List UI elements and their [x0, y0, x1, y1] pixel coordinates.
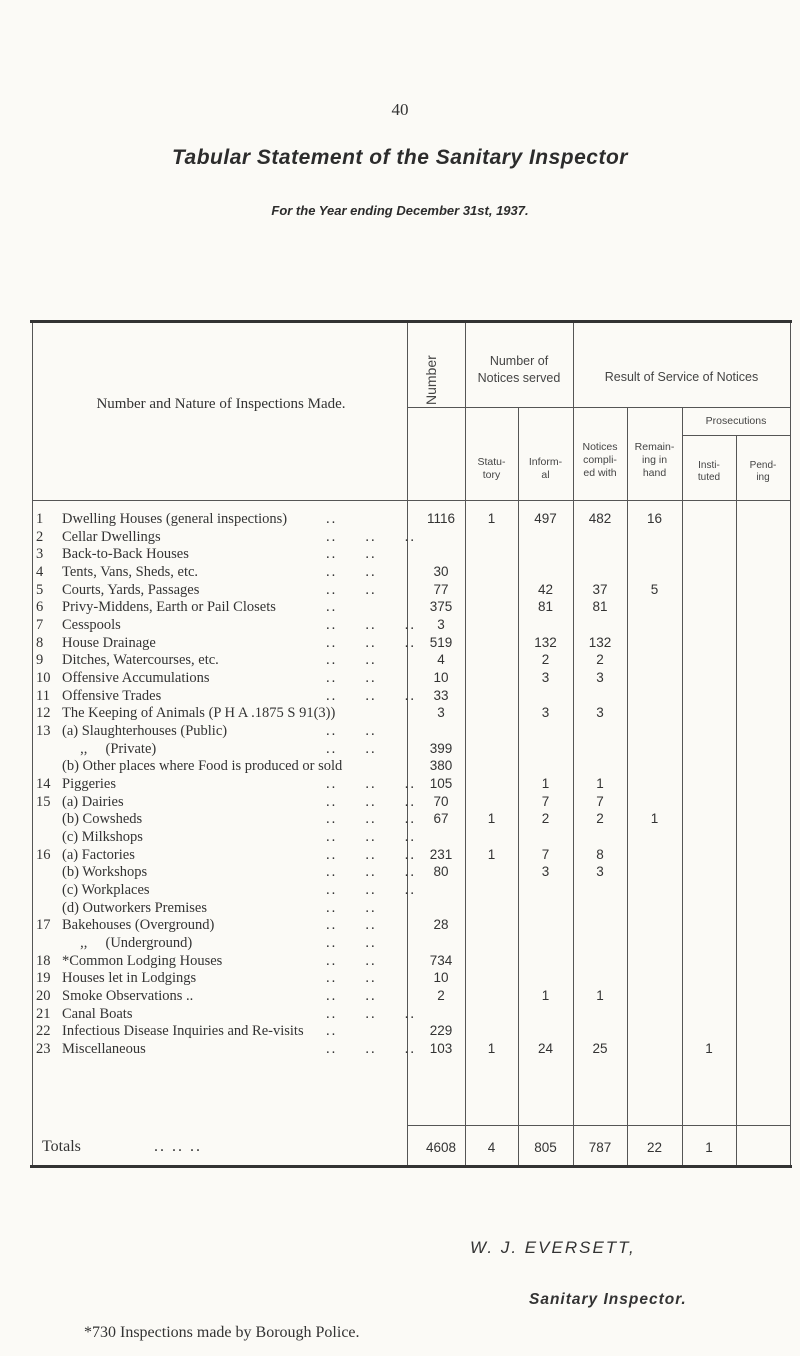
page-title: Tabular Statement of the Sanitary Inspector — [172, 146, 628, 169]
row-label: Infectious Disease Inquiries and Re-visits — [62, 1023, 304, 1040]
table-row — [36, 846, 792, 864]
row-leader-dots: .. .. .. — [326, 882, 416, 899]
cell-informal: 132 — [534, 634, 557, 650]
row-number: 20 — [36, 988, 51, 1005]
row-number: 23 — [36, 1041, 51, 1058]
row-leader-dots: .. .. .. — [326, 1041, 416, 1058]
cell-complied: 1 — [596, 776, 604, 792]
cell-number: 28 — [433, 917, 449, 933]
row-leader-dots: .. .. — [326, 564, 377, 580]
cell-number: 229 — [429, 1023, 453, 1039]
row-leader-dots: .. .. .. — [326, 634, 416, 651]
header-prosecutions: Prosecutions — [705, 415, 767, 427]
table-bottom-rule — [30, 1165, 792, 1168]
row-label: Courts, Yards, Passages — [62, 581, 200, 598]
header-bottom-rule — [32, 500, 790, 501]
totals-statutory: 4 — [487, 1140, 496, 1155]
row-number: 17 — [36, 917, 51, 934]
row-label: Canal Boats — [62, 1005, 133, 1022]
table-row — [36, 722, 792, 740]
totals-number: 4608 — [425, 1140, 457, 1155]
cell-informal: 81 — [537, 599, 554, 615]
cell-number: 30 — [433, 564, 449, 579]
table-row — [36, 969, 792, 987]
row-number: 4 — [36, 564, 44, 580]
cell-complied: 8 — [596, 846, 604, 862]
row-label: Smoke Observations .. — [62, 988, 194, 1005]
row-number: 3 — [36, 546, 44, 563]
row-label: (b) Cowsheds — [62, 811, 143, 828]
cell-informal: 2 — [541, 811, 550, 827]
cell-statutory: 1 — [487, 846, 496, 862]
totals-label: Totals — [42, 1138, 81, 1155]
cell-complied: 3 — [596, 864, 604, 880]
table-row — [36, 934, 792, 952]
row-label: (b) Workshops — [62, 864, 148, 881]
row-leader-dots: .. .. .. — [326, 829, 416, 846]
cell-complied: 25 — [592, 1041, 608, 1057]
row-leader-dots: .. .. — [326, 988, 377, 1005]
table-row — [36, 793, 792, 811]
row-leader-dots: .. .. .. — [326, 687, 416, 704]
cell-number: 734 — [429, 952, 453, 968]
row-leader-dots: .. .. — [326, 935, 377, 952]
cell-number: 67 — [433, 811, 449, 827]
table-row — [36, 881, 792, 899]
header-instituted: Insti- tuted — [697, 460, 721, 483]
row-leader-dots: .. .. .. — [326, 846, 416, 863]
cell-informal: 42 — [537, 581, 554, 597]
row-label: (c) Workplaces — [62, 882, 150, 899]
row-number: 12 — [36, 705, 51, 722]
table-row — [36, 598, 792, 616]
cell-complied: 37 — [592, 581, 608, 597]
row-label: ,, (Private) — [62, 740, 157, 757]
table-row — [36, 757, 792, 775]
table-row — [36, 563, 792, 581]
row-leader-dots: .. .. — [326, 723, 377, 740]
cell-informal: 3 — [541, 864, 550, 880]
table-row — [36, 528, 792, 546]
header-complied: Notices compli- ed with — [582, 441, 618, 479]
row-number: 1 — [36, 511, 44, 527]
table-row — [36, 899, 792, 917]
cell-number: 2 — [437, 988, 445, 1004]
row-label: Houses let in Lodgings — [62, 970, 197, 987]
totals-instituted: 1 — [705, 1140, 713, 1155]
cell-number: 375 — [429, 599, 453, 615]
header-remaining: Remain- ing in hand — [634, 441, 675, 479]
table-row — [36, 916, 792, 934]
cell-complied: 132 — [588, 634, 612, 650]
row-number: 2 — [36, 528, 44, 545]
cell-complied: 1 — [596, 988, 604, 1004]
row-label: Privy-Middens, Earth or Pail Closets — [62, 599, 276, 616]
totals-dots: .. .. .. — [154, 1138, 202, 1155]
row-leader-dots: .. .. .. — [326, 1005, 416, 1022]
table-row — [36, 952, 792, 970]
cell-complied: 3 — [596, 705, 604, 721]
row-leader-dots: .. .. — [326, 652, 377, 669]
cell-number: 399 — [429, 740, 453, 756]
cell-number: 4 — [437, 652, 445, 668]
cell-remaining: 1 — [650, 811, 659, 827]
cell-complied: 482 — [588, 511, 612, 526]
cell-number: 70 — [433, 793, 449, 809]
row-label: Tents, Vans, Sheds, etc. — [62, 564, 199, 580]
table-row — [36, 1005, 792, 1023]
row-leader-dots: .. .. — [326, 581, 377, 598]
row-number: 14 — [36, 776, 51, 793]
row-number: 18 — [36, 952, 51, 969]
row-number: 21 — [36, 1005, 51, 1022]
row-number: 16 — [36, 846, 51, 863]
row-leader-dots: .. .. .. — [326, 811, 416, 828]
row-label: Offensive Accumulations — [62, 670, 210, 687]
cell-informal: 3 — [541, 670, 550, 686]
header-informal: Inform- al — [528, 456, 563, 481]
row-label: (a) Factories — [62, 846, 135, 863]
row-label: Cellar Dwellings — [62, 528, 161, 545]
row-label: (a) Dairies — [62, 793, 124, 810]
cell-number: 10 — [433, 970, 449, 986]
row-number: 6 — [36, 599, 44, 616]
row-label: (b) Other places where Food is produced or sold — [62, 758, 343, 775]
page-subtitle: For the Year ending December 31st, 1937. — [271, 203, 529, 218]
row-number: 13 — [36, 723, 51, 740]
cell-informal: 497 — [534, 511, 557, 526]
cell-number: 105 — [429, 776, 453, 792]
table-row — [36, 740, 792, 758]
cell-instituted: 1 — [705, 1041, 713, 1057]
cell-informal: 7 — [541, 793, 550, 809]
totals-informal: 805 — [534, 1140, 557, 1155]
table-row — [36, 810, 792, 828]
cell-number: 3 — [437, 705, 445, 721]
table-row — [36, 828, 792, 846]
row-number: 22 — [36, 1023, 51, 1040]
cell-informal: 7 — [541, 846, 550, 862]
row-leader-dots: .. .. .. — [326, 793, 416, 810]
row-label: Back-to-Back Houses — [62, 546, 189, 563]
table-row — [36, 634, 792, 652]
cell-number: 103 — [429, 1041, 453, 1057]
table-row — [36, 651, 792, 669]
cell-number: 231 — [429, 846, 453, 862]
header-notices-served: Number of Notices served — [477, 354, 561, 385]
header-nature: Number and Nature of Inspections Made. — [96, 396, 346, 412]
table-row — [36, 581, 792, 599]
row-leader-dots: .. — [326, 1023, 338, 1040]
row-label: The Keeping of Animals (P H A .1875 S 91(3)) — [62, 705, 336, 722]
row-leader-dots: .. .. .. — [326, 617, 416, 634]
header-pending: Pend- ing — [749, 460, 777, 483]
header-number: Number — [423, 355, 439, 405]
cell-number: 77 — [433, 581, 449, 597]
table-row — [36, 545, 792, 563]
row-leader-dots: .. .. — [326, 970, 377, 987]
signature: W. J. EVERSETT, — [470, 1238, 636, 1257]
totals-complied: 787 — [588, 1140, 612, 1155]
cell-complied: 2 — [596, 811, 604, 827]
row-leader-dots: .. — [326, 599, 338, 616]
totals-row — [36, 1138, 792, 1156]
row-leader-dots: .. .. — [326, 899, 377, 916]
row-number: 10 — [36, 670, 51, 687]
cell-remaining: 5 — [650, 581, 659, 597]
row-label: ,, (Underground) — [62, 935, 193, 952]
cell-informal: 24 — [537, 1041, 554, 1057]
row-leader-dots: .. .. — [326, 670, 377, 687]
cell-statutory: 1 — [487, 811, 496, 827]
row-leader-dots: .. — [326, 511, 338, 527]
cell-complied: 2 — [596, 652, 604, 668]
cell-informal: 2 — [541, 652, 550, 668]
cell-number: 33 — [433, 687, 449, 703]
cell-number: 10 — [433, 670, 449, 686]
cell-complied: 7 — [596, 793, 604, 809]
table-row — [36, 987, 792, 1005]
cell-number: 80 — [433, 864, 449, 880]
cell-complied: 3 — [596, 670, 604, 686]
table-row — [36, 1022, 792, 1040]
table-row — [36, 510, 792, 528]
row-label: (d) Outworkers Premises — [62, 899, 207, 916]
row-leader-dots: .. .. — [326, 952, 377, 969]
cell-informal: 1 — [541, 776, 550, 792]
row-number: 11 — [36, 687, 50, 704]
row-number: 9 — [36, 652, 44, 669]
row-label: Offensive Trades — [62, 687, 162, 704]
cell-informal: 1 — [541, 988, 550, 1004]
cell-statutory: 1 — [487, 511, 496, 526]
row-label: *Common Lodging Houses — [62, 952, 223, 969]
row-label: (a) Slaughterhouses (Public) — [62, 723, 228, 740]
cell-number: 519 — [429, 634, 453, 650]
row-number: 8 — [36, 634, 44, 651]
table-row — [36, 704, 792, 722]
row-leader-dots: .. .. .. — [326, 776, 416, 793]
table-top-rule — [30, 320, 792, 323]
header-statutory: Statu- tory — [477, 456, 506, 481]
table-row — [36, 616, 792, 634]
cell-statutory: 1 — [487, 1041, 496, 1057]
cell-remaining: 16 — [646, 511, 663, 526]
table-row — [36, 669, 792, 687]
row-leader-dots: .. .. .. — [326, 528, 416, 545]
cell-complied: 81 — [592, 599, 608, 615]
row-leader-dots: .. .. — [326, 546, 377, 563]
cell-number: 1116 — [426, 511, 456, 526]
row-leader-dots: .. .. — [326, 917, 377, 934]
row-label: Bakehouses (Overground) — [62, 917, 215, 934]
row-number: 19 — [36, 970, 51, 987]
signatory-role: Sanitary Inspector. — [529, 1291, 687, 1308]
row-label: Piggeries — [62, 776, 116, 793]
table-row — [36, 863, 792, 881]
row-label: Miscellaneous — [62, 1041, 146, 1058]
row-label: (c) Milkshops — [62, 829, 143, 846]
row-number: 15 — [36, 793, 51, 810]
table-row — [36, 1040, 792, 1058]
page-number: 40 — [391, 100, 409, 119]
row-label: House Drainage — [62, 634, 156, 651]
cell-informal: 3 — [541, 705, 550, 721]
row-number: 5 — [36, 581, 44, 598]
row-leader-dots: .. .. .. — [326, 864, 416, 881]
header-result: Result of Service of Notices — [604, 370, 759, 384]
totals-remaining: 22 — [646, 1140, 663, 1155]
row-leader-dots: .. .. — [326, 740, 377, 757]
cell-number: 3 — [437, 617, 445, 633]
row-label: Ditches, Watercourses, etc. — [62, 652, 219, 669]
table-row — [36, 687, 792, 705]
row-label: Cesspools — [62, 617, 121, 634]
table-row — [36, 775, 792, 793]
row-number: 7 — [36, 617, 44, 634]
row-label: Dwelling Houses (general inspections) — [62, 511, 288, 527]
footnote: *730 Inspections made by Borough Police. — [84, 1324, 360, 1341]
table-left-border — [32, 323, 33, 1165]
cell-number: 380 — [429, 758, 453, 774]
